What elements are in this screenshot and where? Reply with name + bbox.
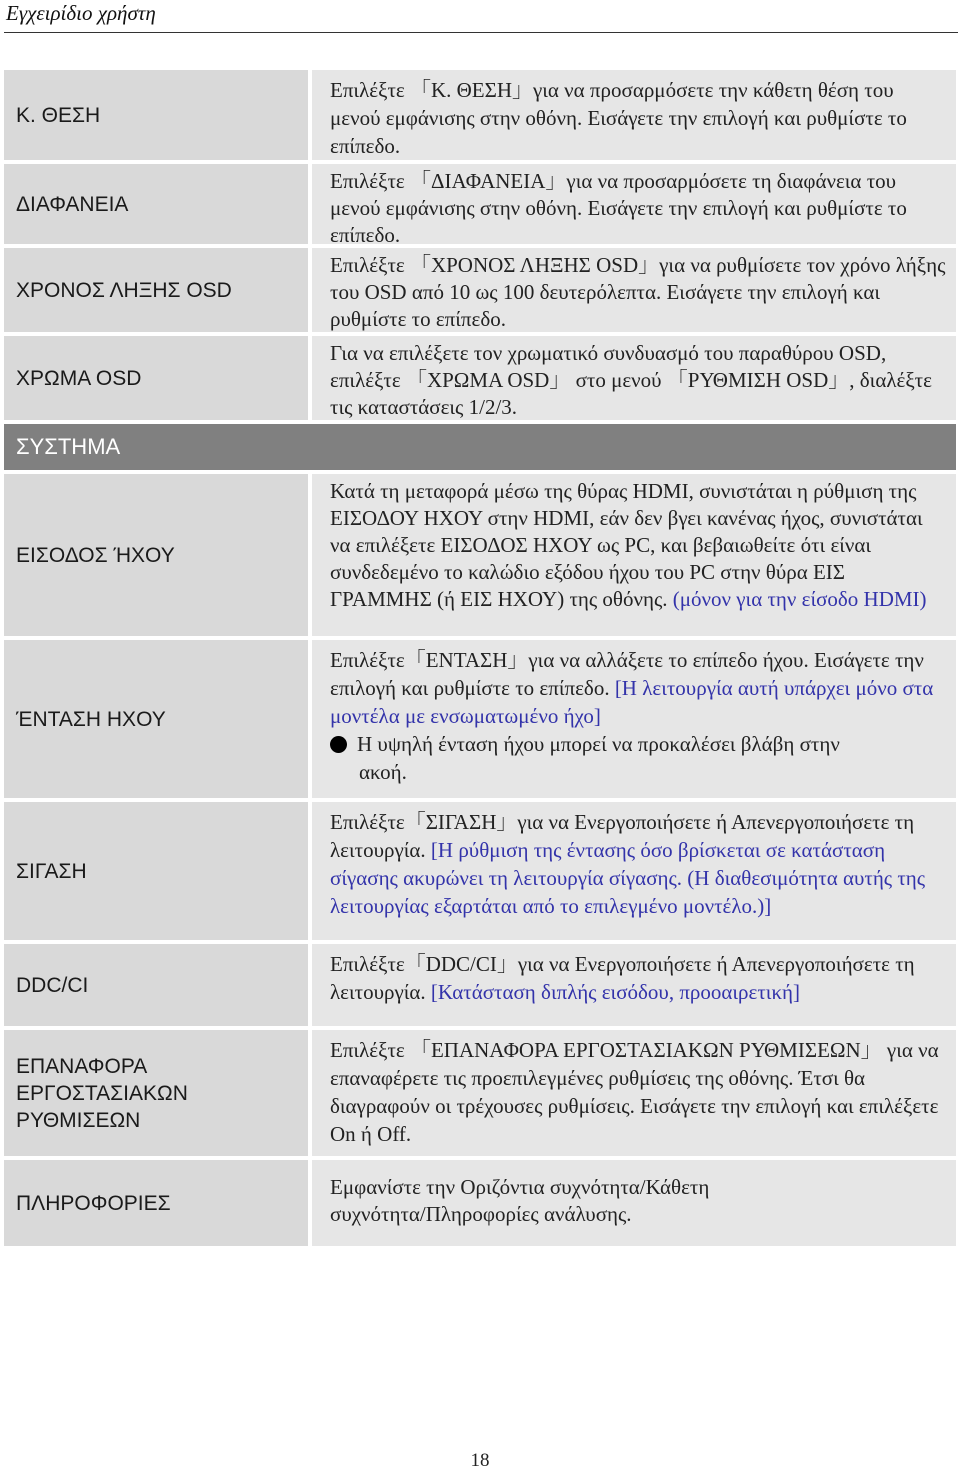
setting-label: Κ. ΘΕΣΗ (4, 70, 308, 160)
table-row (4, 336, 956, 420)
warning-line (330, 730, 946, 758)
setting-description: Επιλέξτε 「ΕΠΑΝΑΦΟΡΑ ΕΡΓΟΣΤΑΣΙΑΚΩΝ ΡΥΘΜΙΣΕΩΝ」 για να επαναφέρετε τις προεπιλεγμένες ρυθμίσεις της οθόνης. Έτσι θα διαγραφούν οι τρέχουσες ρυθμίσεις. Εισάγετε την επιλογή και επιλέξετε On ή Off. (312, 1030, 956, 1156)
warning-text-continued: ακοή. (359, 760, 407, 784)
table-row (4, 1030, 956, 1156)
osd-settings-table (4, 70, 956, 1250)
setting-label: ΣΙΓΑΣΗ (4, 802, 308, 940)
setting-label: ΕΙΣΟΔΟΣ ΉΧΟΥ (4, 474, 308, 636)
setting-label: ΧΡΩΜΑ OSD (4, 336, 308, 420)
setting-label: ΈΝΤΑΣΗ ΗΧΟΥ (4, 640, 308, 798)
setting-description: Επιλέξτε 「ΧΡΟΝΟΣ ΛΗΞΗΣ OSD」για να ρυθμίσετε τον χρόνο λήξης του OSD από 10 ως 100 δευτερόλεπτα. Εισάγετε την επιλογή και ρυθμίστε το επίπεδο. (312, 248, 956, 332)
setting-description (312, 802, 956, 940)
table-row (4, 474, 956, 636)
setting-label: DDC/CI (4, 944, 308, 1026)
table-row (4, 164, 956, 247)
description-line: συχνότητα/Πληροφορίες ανάλυσης. (330, 1202, 632, 1226)
bullet-icon (330, 736, 347, 753)
table-row (4, 944, 956, 1026)
header-divider (4, 32, 958, 33)
setting-description (312, 1160, 956, 1246)
description-note: [Η ρύθμιση της έντασης όσο βρίσκεται σε κατάσταση σίγασης ακυρώνει τη λειτουργία σίγασης. (Η διαθεσιμότητα αυτής της λειτουργίας εξαρτάται από το επιλεγμένο μοντέλο.)] (330, 838, 926, 918)
document-title: Εγχειρίδιο χρήστη (6, 1, 156, 25)
table-row (4, 640, 956, 798)
setting-label-line: ΡΥΘΜΙΣΕΩΝ (16, 1108, 141, 1132)
setting-description (312, 944, 956, 1026)
table-row (4, 1160, 956, 1246)
description-line: Εμφανίστε την Οριζόντια συχνότητα/Κάθετη (330, 1175, 710, 1199)
setting-description (312, 474, 956, 636)
description-text: Κατά τη μεταφορά μέσω της θύρας HDMI, συνιστάται η ρύθμιση της ΕΙΣΟΔΟΥ ΗΧΟΥ στην HDMI, εάν δεν βγει κανένας ήχος, συνιστάται να επιλέξετε ΕΙΣΟΔΟΣ ΗΧΟΥ ως PC, και βεβαιωθείτε ότι είναι συνδεδεμένο το καλώδιο εξόδου ήχου του PC στην θύρα ΕΙΣ ΓΡΑΜΜΗΣ (ή ΕΙΣ ΗΧΟΥ) της οθόνης. (330, 479, 923, 611)
description-note: [Κατάσταση διπλής εισόδου, προοαιρετική] (430, 980, 800, 1004)
description-text: Επιλέξτε「ΣΙΓΑΣΗ」για να Ενεργοποιήσετε ή Απενεργοποιήσετε τη λειτουργία. (330, 810, 915, 862)
setting-label (4, 1030, 308, 1156)
setting-label: ΧΡΟΝΟΣ ΛΗΞΗΣ OSD (4, 248, 308, 332)
table-row (4, 70, 956, 160)
description-text: Επιλέξτε「ΕΝΤΑΣΗ」για να αλλάξετε το επίπεδο ήχου. Εισάγετε την επιλογή και ρυθμίστε το επίπεδο. (330, 648, 924, 700)
description-note: [Η λειτουργία αυτή υπάρχει μόνο στα μοντέλα με ενσωματωμένο ήχο] (330, 676, 934, 728)
warning-text: Η υψηλή ένταση ήχου μπορεί να προκαλέσει βλάβη στην (357, 732, 840, 756)
setting-description: Επιλέξτε 「ΔΙΑΦΑΝΕΙΑ」για να προσαρμόσετε τη διαφάνεια του μενού εμφάνισης στην οθόνη. Εισάγετε την επιλογή και ρυθμίστε το επίπεδο. (312, 164, 956, 244)
setting-label-line: ΕΡΓΟΣΤΑΣΙΑΚΩΝ (16, 1081, 188, 1105)
setting-label-line: ΕΠΑΝΑΦΟΡΑ (16, 1054, 148, 1078)
section-header-system: ΣΥΣΤΗΜΑ (4, 424, 956, 470)
table-row (4, 248, 956, 332)
setting-description (312, 640, 956, 798)
description-text: Επιλέξτε「DDC/CI」για να Ενεργοποιήσετε ή Απενεργοποιήσετε τη λειτουργία. (330, 952, 915, 1004)
page-number: 18 (470, 1450, 490, 1471)
setting-label: ΠΛΗΡΟΦΟΡΙΕΣ (4, 1160, 308, 1246)
table-row (4, 802, 956, 940)
setting-description: Επιλέξτε 「Κ. ΘΕΣΗ」για να προσαρμόσετε την κάθετη θέση του μενού εμφάνισης στην οθόνη. Εισάγετε την επιλογή και ρυθμίστε το επίπεδο. (312, 70, 956, 160)
setting-label: ΔΙΑΦΑΝΕΙΑ (4, 164, 308, 244)
setting-description: Για να επιλέξετε τον χρωματικό συνδυασμό του παραθύρου OSD, επιλέξτε 「ΧΡΩΜΑ OSD」 στο μενού 「ΡΥΘΜΙΣΗ OSD」, διαλέξτε τις καταστάσεις 1/2/3. (312, 336, 956, 420)
description-note: (μόνον για την είσοδο HDMI) (672, 587, 927, 611)
